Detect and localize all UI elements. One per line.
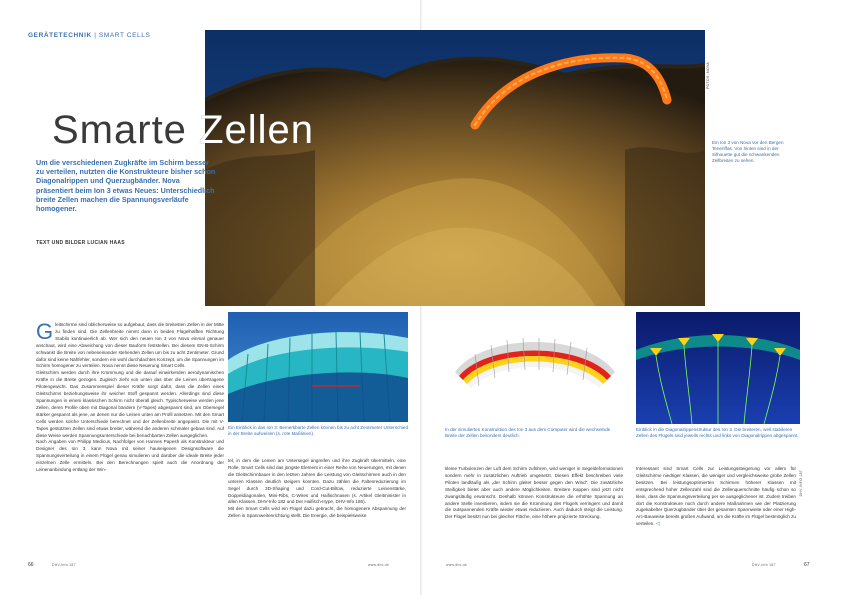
magazine-left: DHV-info 187 [52, 563, 76, 567]
section-label: GERÄTETECHNIK [28, 32, 92, 39]
photo-credit: FOTOS: NOVA [706, 62, 710, 89]
headline [52, 108, 314, 153]
body-col1-p3: Nach Angaben von Philipp Medicus, Nachfolger von Hannes Papesh als Konstrukteur und Designer des Ion 3, kann Nova mit seiner hauseigenen Designsoftware die Spannungsverteilung in einem Flügel genau simulieren und darüber die ideale Breite jeder einzelnen Zelle ermitteln. Bei den Berechnungen spielt auch die Anordnung der Leinenanbindung entlang der Win- [36, 439, 224, 473]
lead-text: Um die verschiedenen Zugkräfte im Schirm besser zu verteilen, nutzten die Konstrukteure bisher schon Diagonalrippen und Querzugbänder. Nova präsentiert beim Ion 3 etwas Neues: Unterschiedlich breite Zellen machen die Spannungsverläufe homogener. [36, 158, 216, 214]
hero-landscape [205, 30, 705, 306]
body-col1-p1: leitschirme sind üblicherweise so aufgebaut, dass die breitesten Zellen in der Mitte zu finden sind. Die Zellenbreite nimmt dann in beiden Flügelhälften Richtung Stabilo kontinuierlich ab. Wer sich den neuen Ion 3 von Nova einmal genauer anschaut, wird eine Abweichung von dieser Bauform feststellen. Bei diesem EN-B-Schirm schwankt die Breite von nebeneinander stehenden Zellen um bis zu acht Zentimeter. Grund dafür sind keine Nähfehler, sondern ein wohl durchdachtes Konzept, um die Spannungen im Schirm homogener zu verteilen. Nova nennt diese Neuerung Smart Cells. [36, 322, 224, 369]
figure-wing-cells [228, 312, 408, 422]
wing-cells-illustration [228, 312, 408, 422]
body-col2-p2: Mit den Smart Cells wird ein Flügel dazu gebracht, die homogenere Abspannung der Zellen in Spannweitenrichtung stellt. Die Energie, die beispielsweise [228, 506, 406, 519]
body-col1-p2: Gleitschirm werden durch ihre Krümmung und die darauf einwirkenden aerodynamischen Kräfte in die Breite gezogen. Zugleich zieht von unten das über die Leinen übertragene Pilotengewicht. Das Zusammenspiel dieser Kräfte sorgt dafür, dass die Zellen eines Gleitschirms beziehungsweise ihr weicher Stoff gespannt werden. Allerdings sind diese Spannungen in einem klassischen Schirm nicht überall gleich. Typischerweise werden jene Zellen, deren Profile oben mit Diagonal bändern (V-Tapes) abgespannt sind, am Obersegel stärker gespannt als jene, an denen nur die Leinen unten am Profil ansetzen. Mit den Smart Cells werden solche Unterschiede berechnet und der Zellenbreite angepasst. Die mit V-Tapes gestützten Zellen sind etwas breiter, während die anderen schmaler gebaut sind. Auf diese Weise werden Spannungsunterschiede bei benachbarten Zellen ausgeglichen. [36, 370, 224, 438]
magazine-right: DHV-info 187 [752, 563, 776, 567]
figure1-caption: Ein Einblick in das Ion 3: Bemerkbarte Zellen können bis zu acht Zentimeter Unterschied in der Breite aufweisen (s. rote Maßlinien). [228, 425, 409, 436]
body-column-4 [636, 466, 796, 562]
body-column-3 [445, 466, 623, 562]
url-left: www.dhv.de [368, 563, 390, 567]
topic-label: SMART CELLS [98, 32, 151, 39]
dropcap: G [36, 322, 54, 344]
figure-simulation [445, 312, 623, 424]
simulation-illustration [445, 312, 623, 424]
hero-photo [205, 30, 705, 306]
headline-part2: Zellen [199, 108, 315, 152]
end-mark-icon: ◁ [655, 521, 660, 528]
body-column-2 [228, 458, 406, 562]
diagonal-ribs-illustration [636, 312, 800, 424]
side-tag: DHV-INFO 187 [799, 470, 803, 497]
url-right: www.dhv.de [446, 563, 468, 567]
figure2-caption: In der simulierten Konstruktion des Ion 3 aus dem Computer wird die wechselnde Breite der Zellen besonders deutlich. [445, 427, 611, 438]
byline: TEXT UND BILDER LUCIAN HAAS [36, 240, 125, 246]
page-number-right: 67 [804, 562, 810, 568]
body-col2-p1: tel, in dem die Leinen am Untersegel angreifen und ihre Zugkraft übermitteln, eine Rolle. Smart Cells sind das jüngste Element in einer Reihe von Neuerungen, mit denen die Gleitschirmbauer in den letzten Jahren die Leistung von Gleitschirmen auch in den unteren Klassen deutlich steigern konnten. Dazu zählen die Faltenreduzierung im Segel durch 3D-Shaping und Cord-Cut-Biltow, reduzierte Leinenstärke, Doppeldiagonalen, Mini-Ribs, C-Wires und Haifischnasen (s. Artikel Gleitminister in allen Klassen, DHV-Info 182 und Der Haifisch-Hype, DHV-Info 186). [228, 458, 406, 505]
body-col3-p1: kleine Turbulenzen der Luft dem Schirm zuführen, wird weniger in Segeldeformationen sondern mehr in zusätzlichen Auftrieb umgesetzt. Diesen Effekt beschreiben viele Piloten landläufig als „der Schirm gleitet besser gegen den Wind“. Die zusätzliche Steifigkeit bietet aber auch andere Möglichkeiten. Breitere Kappen sind jetzt nicht zwangsläufig erwünscht. Deshalb können Konstrukteure die erhöhte Spannung an andere Stelle investieren, indem sie die Krümmung des Flügels verringern und damit die outspannenden Kräfte wieder etwas reduzieren. Auch dadurch steigt die Leistung. Der Flügel besitzt nun bei gleicher Fläche, eine höhere projizierte Streckung. [445, 466, 623, 520]
section-kicker: GERÄTETECHNIK | SMART CELLS [28, 32, 151, 39]
headline-part1: Smarte [52, 108, 187, 152]
figure-diagonal-ribs [636, 312, 800, 424]
body-col4-p1: Interessant sind Smart Cells zur Leistungssteigerung vor allem für Gleitschirme niedriger Klassen, die weniger und vergleichsweise grobe Zellen besitzen. Bei leistungsoptimierten Schirmen höherer Klassen mit entsprechend hoher Zellenzahl sind die Zellenquerschnitte häufig schon so klein, dass die Spannungsverteilung per se ausgeglichener ist. Zudem treiben dort die Konstrukteure noch durch andere Maßnahmen wie der Platzierung zugekabelter Querzugbänder über der gesamten Spannweite oder einer High-Arc-Bauweise bereits großen Aufwand, um die Kräfte im Flügel bestmöglich zu verteilen. [636, 466, 796, 527]
body-column-1 [36, 322, 224, 562]
hero-caption: Ein Ion 3 von Nova vor den Bergen Teneriffas. Von hinten sind in der Silhouette gut die schwankenden Zellbreiten zu sehen. [712, 140, 784, 163]
page-number-left: 66 [28, 562, 34, 568]
figure3-caption: Einblick in die Diagonalrippenstruktur des Ion 3. Die breiteren, weil stabileren Zellen des Flügels sind jeweils rechts und links von Diagonalrippen abgespannt. [636, 427, 799, 438]
